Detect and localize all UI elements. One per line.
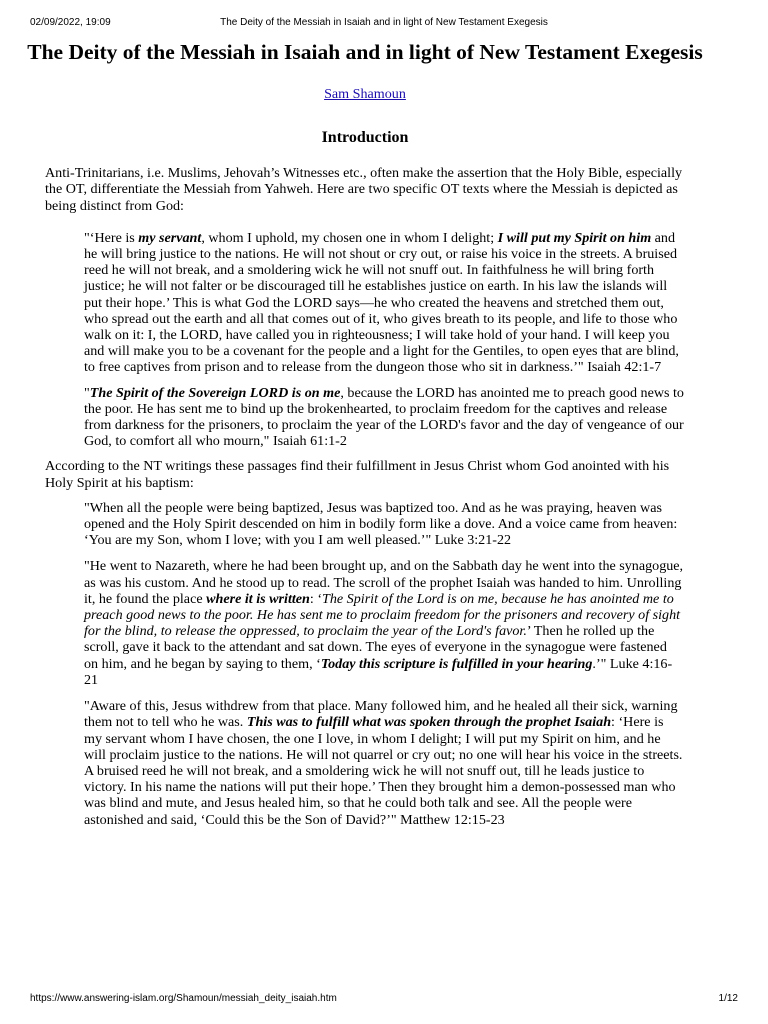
quote-isaiah-61: [84, 385, 684, 450]
emphasis-text: my servant: [138, 229, 202, 246]
intro-paragraph: Anti-Trinitarians, i.e. Muslims, Jehovah’s Witnesses etc., often make the assertion that the Holy Bible, especially the OT, differentiate the Messiah from Yahweh. Here are two specific OT texts where the Messiah is depicted as being distinct from God:: [45, 165, 683, 214]
article-title: The Deity of the Messiah in Isaiah and in light of New Testament Exegesis: [27, 40, 703, 64]
emphasis-text: This was to fulfill what was spoken through the prophet Isaiah: [246, 714, 612, 731]
quote-text: , because the LORD has anointed me to preach good news to the poor. He has sent me to bind up the brokenhearted, to proclaim freedom for the captives and release from darkness for the prisoners, to proclaim the year of the LORD's favor and the day of vengeance of our God, to comfort all who mourn," Isaiah 61:1-2: [84, 384, 684, 450]
italic-text: The Spirit of the Lord is on me, because he has anointed me to preach good news to the poor. He has sent me to proclaim freedom for the prisoners and recovery of sight for the blind, to release the oppressed, to proclaim the year of the Lord's favor.: [84, 590, 681, 640]
print-page-number: 1/12: [718, 993, 738, 1004]
emphasis-text: I will put my Spirit on him: [497, 229, 652, 246]
section-heading: Introduction: [321, 129, 409, 147]
quote-luke-3: "When all the people were being baptized, Jesus was baptized too. And as he was praying, heaven was opened and the Holy Spirit descended on him in bodily form like a dove. And a voice came from heaven: ‘You are my Son, whom I love; with you I am well pleased.’" Luke 3:21-22: [84, 499, 678, 549]
quote-text: and he will bring justice to the nations. He will not shout or cry out, or raise his voice in the streets. A bruised reed he will not break, and a smoldering wick he will not snuff out. In faithfulness he will bring forth justice; he will not falter or be discouraged till he establishes justice on earth. In his law the islands will put their hope.’ This is what God the LORD says—he who created the heavens and stretched them out, who spread out the earth and all that comes out of it, who gives breath to its people, and life to those who walk on it: I, the LORD, have called you in righteousness; I will take hold of your hand. I will keep you and will make you to be a covenant for the people and a light for the Gentiles, to open eyes that are blind, to free captives from prison and to release from the dungeon those who sit in darkness.’" Isaiah 42:1-7: [84, 229, 679, 376]
emphasis-text: Today this scripture is fulfilled in your hearing: [320, 655, 593, 672]
quote-text: .’" Luke 4:16-21: [84, 655, 673, 688]
quote-text: "Aware of this, Jesus withdrew from that place. Many followed him, and he healed all their sick, warning them not to tell who he was.: [84, 698, 678, 731]
print-footer: [30, 993, 738, 1007]
author-link[interactable]: Sam Shamoun: [324, 86, 406, 102]
author-line: [25, 86, 705, 102]
quote-text: "‘Here is: [84, 229, 139, 246]
print-page-title: The Deity of the Messiah in Isaiah and in light of New Testament Exegesis: [220, 17, 548, 28]
quote-luke-4: [84, 558, 684, 688]
emphasis-text: The Spirit of the Sovereign LORD is on me: [89, 384, 341, 401]
quote-text: ": [84, 384, 90, 401]
print-header: [30, 17, 738, 31]
quote-isaiah-42: [84, 230, 684, 376]
article: [27, 40, 703, 828]
print-datetime: 02/09/2022, 19:09: [30, 17, 111, 28]
quote-text: : ‘Here is my servant whom I have chosen, the one I love, in whom I delight; I will put my Spirit on him, and he will proclaim justice to the nations. He will not quarrel or cry out; no one will hear his voice in the streets. A bruised reed he will not break, and a smoldering wick he will not snuff out, till he leads justice to victory. In his name the nations will put their hope.’ Then they brought him a demon-possessed man who was blind and mute, and Jesus healed him, so that he could both talk and see. All the people were astonished and said, ‘Could this be the Son of David?’" Matthew 12:15-23: [84, 714, 683, 828]
quote-text: "He went to Nazareth, where he had been brought up, and on the Sabbath day he went into the synagogue, as was his custom. And he stood up to read. The scroll of the prophet Isaiah was handed to him. Unrolling it, he found the place: [84, 558, 684, 607]
quote-text: ’ Then he rolled up the scroll, gave it back to the attendant and sat down. The eyes of everyone in the synagogue were fastened on him, and he began by saying to them, ‘: [84, 623, 667, 672]
quote-matthew-12: [84, 698, 684, 828]
quote-text: : ‘: [309, 590, 323, 607]
transition-paragraph: According to the NT writings these passages find their fulfillment in Jesus Christ whom God anointed with his Holy Spirit at his baptism:: [45, 458, 670, 491]
print-url: https://www.answering-islam.org/Shamoun/messiah_deity_isaiah.htm: [30, 993, 337, 1004]
emphasis-text: where it is written: [206, 590, 310, 607]
quote-text: , whom I uphold, my chosen one in whom I delight;: [201, 229, 498, 246]
